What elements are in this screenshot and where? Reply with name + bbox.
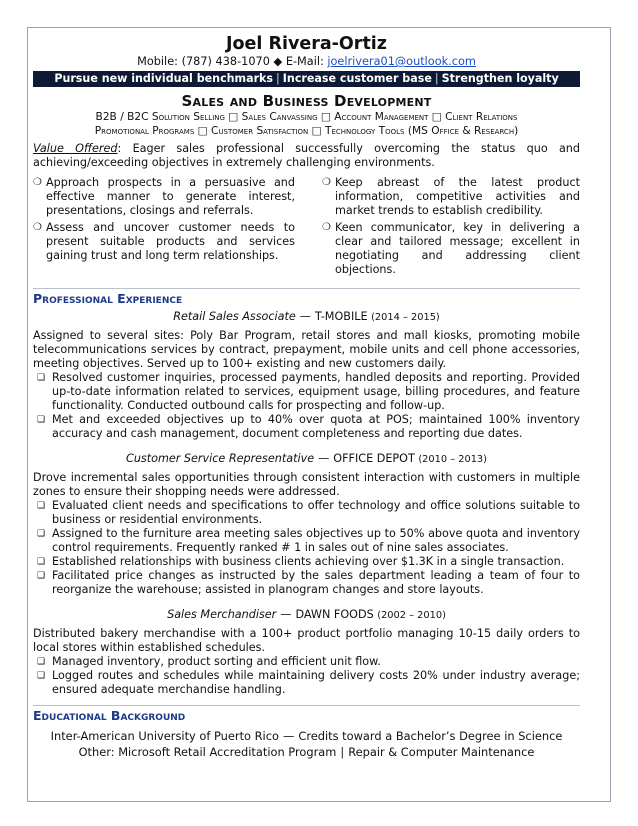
job-title-line (33, 608, 580, 623)
circle-bullet-icon: ❍ (33, 222, 42, 233)
job-title-line (33, 310, 580, 325)
spacer (33, 597, 580, 605)
phone-email-separator-icon: ◆ (273, 55, 283, 68)
square-bullet-icon: ❑ (37, 671, 46, 681)
contact-line (33, 55, 580, 69)
banner-item: Pursue new individual benchmarks (54, 72, 274, 85)
strength-text: Keen communicator, key in delivering a clear and tailored message; excellent in negotiating and addressing client objections. (335, 221, 580, 276)
job-bullet-text: Assigned to the furniture area meeting sales objectives up to 50% above quota and inventory control requirements. Frequently ranked # 1 in sales out of nine sales associates. (52, 527, 580, 554)
education-other: Other: Microsoft Retail Accreditation Program (78, 745, 337, 759)
job-bullet (33, 669, 580, 697)
education-degree: Credits toward a Bachelor’s Degree in Science (298, 729, 563, 743)
square-bullet-icon: ❑ (37, 501, 46, 511)
professional-headline: Sales and Business Development (181, 92, 432, 110)
circle-bullet-icon: ❍ (322, 222, 331, 233)
job-years: (2002 – 2010) (377, 610, 446, 621)
job-role: Customer Service Representative (126, 452, 315, 465)
resume-content (33, 33, 580, 760)
banner-separator: | (276, 72, 280, 85)
job-company: OFFICE DEPOT (333, 452, 415, 465)
square-bullet-icon: ❑ (37, 571, 46, 581)
job-dash: — (318, 452, 330, 465)
circle-bullet-icon: ❍ (322, 177, 331, 188)
education-school: Inter-American University of Puerto Rico (50, 729, 279, 743)
keywords-line-2: Promotional Programs □ Customer Satisfaction □ Technology Tools (MS Office & Research) (94, 125, 519, 137)
banner-item: Strengthen loyalty (441, 72, 559, 85)
job-bullet-text: Met and exceeded objectives up to 40% over quota at POS; maintained 100% inventory accuracy and cash management, document completeness and reporting due dates. (52, 413, 580, 440)
education-line-1 (33, 728, 580, 744)
section-divider (33, 705, 580, 706)
strengths-right-column (322, 176, 580, 280)
job-summary: Assigned to several sites: Poly Bar Program, retail stores and mall kiosks, promoting mobile telecommunications services by contract, prepayment, mobile units and cell phone accessories, meeting objectives. Served up to 100+ existing and new customers daily. (33, 329, 580, 370)
strength-text: Keep abreast of the latest product information, competitive activities and market trends to establish credibility. (335, 176, 580, 217)
job-bullet-text: Established relationships with business clients achieving over $1.3K in a single transaction. (52, 555, 565, 568)
job-title-line (33, 452, 580, 467)
job-bullet (33, 499, 580, 527)
strengths-left-column (33, 176, 295, 280)
strength-item (33, 176, 295, 218)
square-bullet-icon: ❑ (37, 557, 46, 567)
square-bullet-icon: ❑ (37, 373, 46, 383)
job-summary: Drove incremental sales opportunities through consistent interaction with customers in multiple zones to ensure their shopping needs were addressed. (33, 471, 580, 498)
spacer (33, 441, 580, 449)
value-offered (33, 142, 580, 170)
strength-text: Assess and uncover customer needs to present suitable products and services gaining trust and long term relationships. (46, 221, 295, 262)
email-link[interactable]: joelrivera01@outlook.com (327, 55, 476, 68)
strength-item (33, 221, 295, 263)
job-dash: — (280, 608, 292, 621)
section-divider (33, 288, 580, 289)
job-bullet (33, 371, 580, 413)
strengths-columns (33, 176, 580, 280)
job-summary: Distributed bakery merchandise with a 100+ product portfolio managing 10-15 daily orders to local stores within established schedules. (33, 627, 580, 654)
job-role: Sales Merchandiser (167, 608, 277, 621)
square-bullet-icon: ❑ (37, 529, 46, 539)
education-line-2 (33, 744, 580, 760)
value-offered-text: : Eager sales professional successfully overcoming the status quo and achieving/exceeding objectives in extremely challenging environments. (33, 142, 580, 169)
job-bullet (33, 527, 580, 555)
education-other-2: Repair & Computer Maintenance (348, 745, 535, 759)
job-years: (2014 – 2015) (371, 312, 440, 323)
job-bullet (33, 569, 580, 597)
value-banner (33, 71, 580, 87)
experience-section-title: Professional Experience (33, 291, 183, 306)
job-bullet (33, 655, 580, 669)
mobile-number: (787) 438-1070 (181, 55, 270, 68)
job-bullet-text: Logged routes and schedules while maintaining delivery costs 20% under industry average; ensured adequate merchandise handling. (52, 669, 580, 696)
banner-separator: | (434, 72, 439, 85)
email-label: E-Mail: (285, 55, 324, 68)
education-dash: — (282, 729, 295, 743)
education-separator: | (340, 745, 345, 759)
value-offered-label: Value Offered (33, 142, 118, 155)
education-section-title: Educational Background (33, 708, 186, 723)
mobile-label: Mobile: (137, 55, 178, 68)
job-bullet-text: Managed inventory, product sorting and efficient unit flow. (52, 655, 381, 668)
job-bullet-text: Resolved customer inquiries, processed payments, handled deposits and reporting. Provided up-to-date information related to services, equipment usage, billing procedures, and feature functionality. Conducted outbound calls for prospecting and follow-up. (52, 371, 580, 412)
job-bullet-text: Facilitated price changes as instructed by the sales department leading a team of four to reorganize the warehouse; assisted in planogram changes and store layouts. (52, 569, 580, 596)
strength-text: Approach prospects in a persuasive and effective manner to generate interest, presentations, closings and referrals. (46, 176, 295, 217)
banner-item: Increase customer base (282, 72, 432, 85)
job-company: DAWN FOODS (295, 608, 374, 621)
strength-item (322, 176, 580, 218)
square-bullet-icon: ❑ (37, 415, 46, 425)
strength-item (322, 221, 580, 277)
job-bullet-text: Evaluated client needs and specifications to offer technology and office solutions suitable to business or residential environments. (52, 499, 580, 526)
circle-bullet-icon: ❍ (33, 177, 42, 188)
job-company: T-MOBILE (314, 310, 368, 323)
candidate-name: Joel Rivera-Ortiz (225, 34, 387, 54)
job-dash: — (299, 310, 311, 323)
job-bullet (33, 555, 580, 569)
job-role: Retail Sales Associate (173, 310, 296, 323)
keywords-line-1: B2B / B2C Solution Selling □ Sales Canvassing □ Account Management □ Client Relations (95, 111, 518, 123)
square-bullet-icon: ❑ (37, 657, 46, 667)
job-years: (2010 – 2013) (418, 454, 487, 465)
job-bullet (33, 413, 580, 441)
